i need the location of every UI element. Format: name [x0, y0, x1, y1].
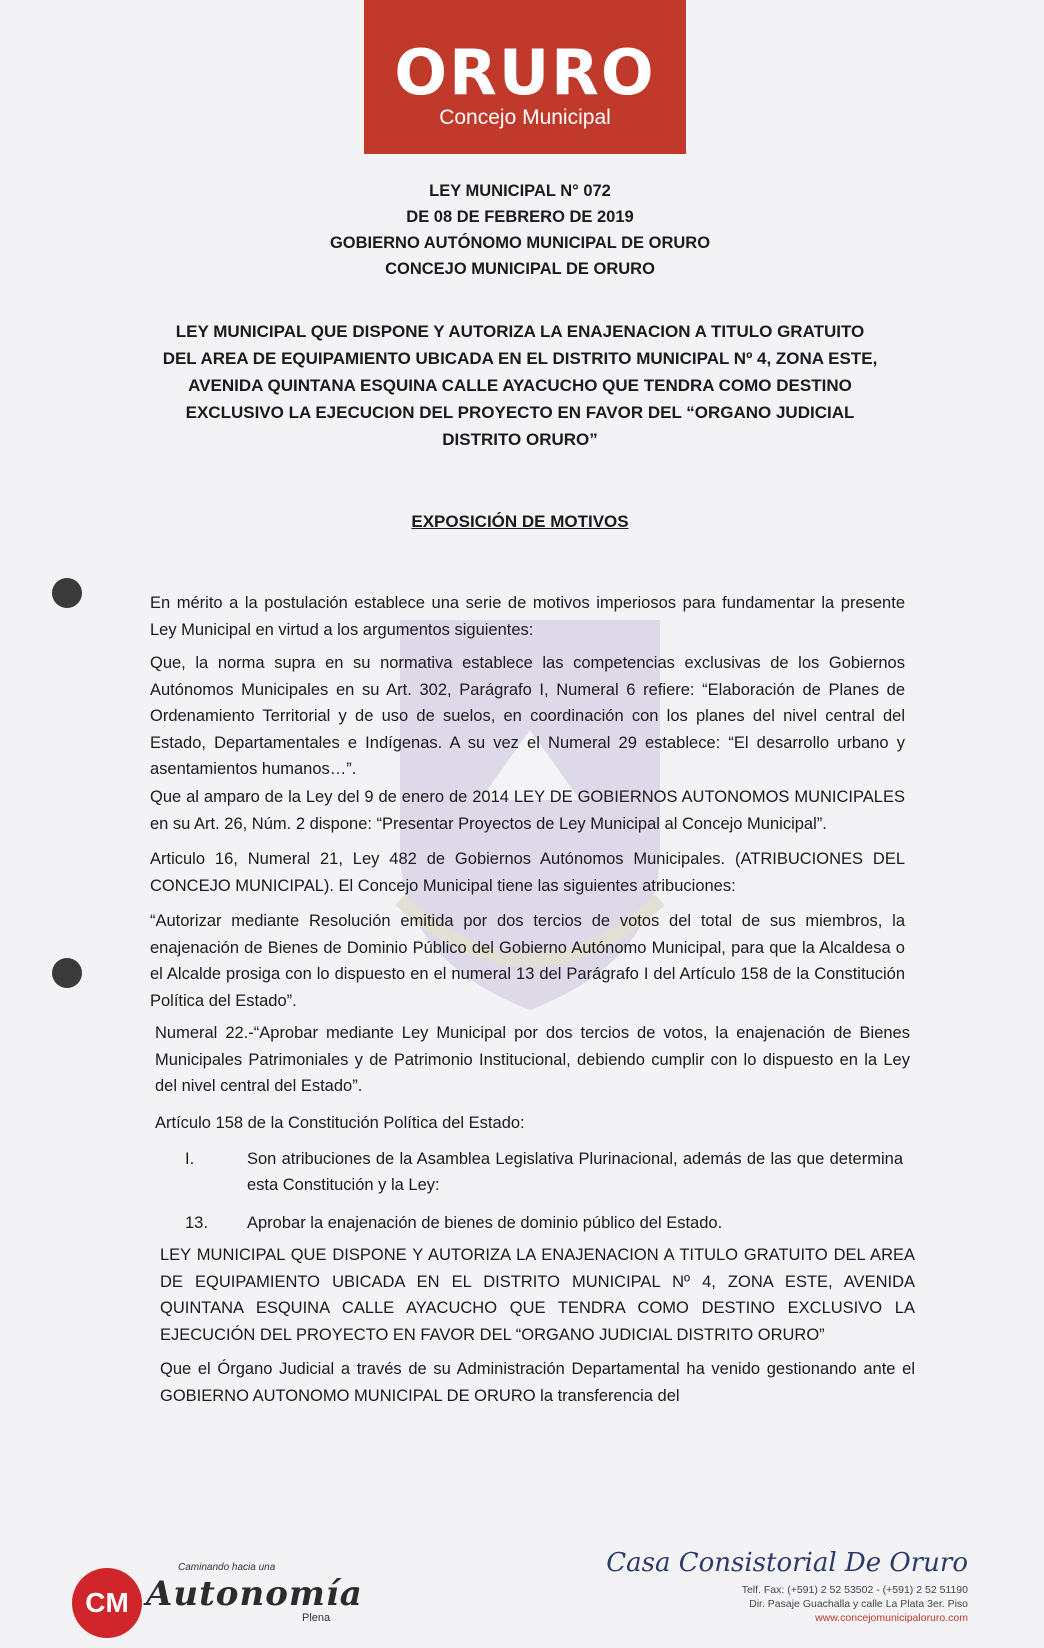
- paragraph-7: Artículo 158 de la Constitución Política del Estado:: [155, 1114, 525, 1132]
- section-heading: EXPOSICIÓN DE MOTIVOS: [411, 512, 629, 531]
- paragraph-6: Numeral 22.-“Aprobar mediante Ley Municipal por dos tercios de votos, la enajenación de Bienes Municipales Patrimoniales y de Patrimonio Institucional, debiendo cumplir con lo dispuesto en la Ley del nivel central del Estado”.: [155, 1024, 910, 1095]
- punch-hole-bottom: [52, 958, 82, 988]
- list-item-text: Aprobar la enajenación de bienes de dominio público del Estado.: [247, 1214, 723, 1232]
- law-title-line-3: AVENIDA QUINTANA ESQUINA CALLE AYACUCHO QUE TENDRA COMO DESTINO: [188, 376, 852, 395]
- law-title-line-2: DEL AREA DE EQUIPAMIENTO UBICADA EN EL DISTRITO MUNICIPAL Nº 4, ZONA ESTE,: [162, 349, 878, 368]
- footer-website: www.concejomunicipaloruro.com: [815, 1612, 968, 1624]
- paragraph-8: LEY MUNICIPAL QUE DISPONE Y AUTORIZA LA ENAJENACION A TITULO GRATUITO DEL AREA DE EQUIPAMIENTO UBICADA EN EL DISTRITO MUNICIPAL Nº 4, ZONA ESTE, AVENIDA QUINTANA ESQUINA CALLE AYACUCHO QUE TENDRA COMO DESTINO EXCLUSIVO LA EJECUCIÓN DEL PROYECTO EN FAVOR DEL “ORGANO JUDICIAL DISTRITO ORURO”: [160, 1246, 915, 1344]
- list-item: [185, 1210, 905, 1236]
- paragraph-5: “Autorizar mediante Resolución emitida por dos tercios de votos del total de sus miembros, la enajenación de Bienes de Dominio Público del Gobierno Autónomo Municipal, para que la Alcaldesa o el Alcalde prosiga con lo dispuesto en el numeral 13 del Parágrafo I del Artículo 158 de la Constitución Política del Estado”.: [150, 912, 905, 1010]
- punch-hole-top: [52, 578, 82, 608]
- oruro-logo: [364, 0, 686, 154]
- law-title-line-4: EXCLUSIVO LA EJECUCION DEL PROYECTO EN FAVOR DEL “ORGANO JUDICIAL: [185, 403, 855, 422]
- logo-subtitle: Concejo Municipal: [439, 106, 611, 129]
- autonomia-wordmark: Autonomía: [146, 1574, 363, 1614]
- law-title-line-1: LEY MUNICIPAL QUE DISPONE Y AUTORIZA LA ENAJENACION A TITULO GRATUITO: [175, 322, 865, 341]
- footer-phone: Telf. Fax: (+591) 2 52 53502 - (+591) 2 52 51190: [741, 1584, 968, 1596]
- government-name: GOBIERNO AUTÓNOMO MUNICIPAL DE ORURO: [329, 234, 711, 252]
- casa-consistorial-signature: Casa Consistorial De Oruro: [606, 1548, 968, 1578]
- list-item-number: 13.: [185, 1214, 208, 1232]
- plena-label: Plena: [302, 1612, 331, 1624]
- law-date: DE 08 DE FEBRERO DE 2019: [406, 208, 634, 226]
- footer-address: Dir. Pasaje Guachalla y calle La Plata 3er. Piso: [749, 1598, 968, 1610]
- list-item-text: Son atribuciones de la Asamblea Legislativa Plurinacional, además de las que determina esta Constitución y la Ley:: [247, 1150, 903, 1194]
- list-item-number: I.: [185, 1150, 195, 1168]
- paragraph-1: En mérito a la postulación establece una serie de motivos imperiosos para fundamentar la presente Ley Municipal en virtud a los argumentos siguientes:: [150, 594, 905, 639]
- paragraph-3: Que al amparo de la Ley del 9 de enero de 2014 LEY DE GOBIERNOS AUTONOMOS MUNICIPALES en su Art. 26, Núm. 2 dispone: “Presentar Proyectos de Ley Municipal al Concejo Municipal”.: [150, 788, 905, 833]
- list-item: [185, 1146, 905, 1198]
- council-name: CONCEJO MUNICIPAL DE ORURO: [385, 260, 655, 278]
- law-title-line-5: DISTRITO ORURO”: [442, 430, 598, 449]
- law-number: LEY MUNICIPAL N° 072: [429, 182, 611, 200]
- paragraph-9: Que el Órgano Judicial a través de su Administración Departamental ha venido gestionando ante el GOBIERNO AUTONOMO MUNICIPAL DE ORURO la transferencia del: [160, 1360, 915, 1405]
- logo-wordmark: ORURO: [394, 36, 656, 109]
- paragraph-2: Que, la norma supra en su normativa establece las competencias exclusivas de los Gobiernos Autónomos Municipales en su Art. 302, Parágrafo I, Numeral 6 refiere: “Elaboración de Planes de Ordenamiento Territorial y de uso de suelos, en coordinación con los planes del nivel central del Estado, Departamentales e Indígenas. A su vez el Numeral 29 establece: “El desarrollo urbano y asentamientos humanos…”.: [150, 654, 905, 778]
- cm-logo: CM: [72, 1568, 142, 1638]
- tagline: Caminando hacia una: [178, 1562, 276, 1573]
- paragraph-4: Articulo 16, Numeral 21, Ley 482 de Gobiernos Autónomos Municipales. (ATRIBUCIONES DEL CONCEJO MUNICIPAL). El Concejo Municipal tiene las siguientes atribuciones:: [150, 850, 905, 895]
